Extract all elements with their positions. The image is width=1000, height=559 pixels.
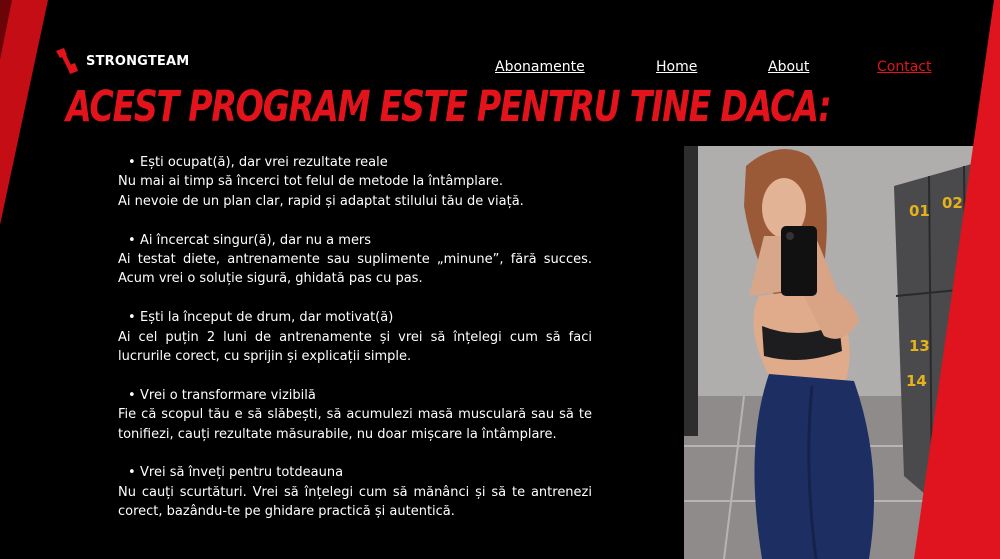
nav-link-contact[interactable]: Contact <box>877 59 932 75</box>
locker-number: 01 <box>909 202 930 220</box>
benefits-list <box>118 153 592 541</box>
nav-link-about[interactable]: About <box>768 59 810 75</box>
list-item <box>118 463 592 521</box>
item-description: Ai cel puțin 2 luni de antrenamente și vrei să înțelegi cum să faci lucrurile corect, cu sprijin și explicații simple. <box>118 329 592 365</box>
item-title: • Ești la început de drum, dar motivat(ă) <box>118 308 592 327</box>
item-title: • Ai încercat singur(ă), dar nu a mers <box>118 231 592 250</box>
dumbbell-logo-icon <box>56 48 78 74</box>
list-item <box>118 231 592 289</box>
right-red-stripe <box>880 0 1000 559</box>
locker-number: 14 <box>906 372 927 390</box>
list-item <box>118 308 592 366</box>
page-headline: ACEST PROGRAM ESTE PENTRU TINE DACA: <box>66 82 831 132</box>
left-red-stripe <box>0 0 60 559</box>
locker-number: 13 <box>909 337 930 355</box>
item-title: • Vrei să înveți pentru totdeauna <box>118 463 592 482</box>
list-item <box>118 386 592 444</box>
nav-link-abonamente[interactable]: Abonamente <box>495 59 585 75</box>
item-title: • Vrei o transformare vizibilă <box>118 386 592 405</box>
item-description: Ai testat diete, antrenamente sau suplimente „minune”, fără succes. Acum vrei o soluție sigură, ghidată pas cu pas. <box>118 252 592 287</box>
item-description: Fie că scopul tău e să slăbești, să acumulezi masă musculară sau să te tonifiezi, cauți rezultate măsurabile, nu doar mișcare la întâmplare. <box>118 407 592 442</box>
locker-number: 02 <box>942 194 963 212</box>
item-description: Nu mai ai timp să încerci tot felul de metode la întâmplare. Ai nevoie de un plan clar, rapid și adaptat stilului tău de viață. <box>118 174 524 209</box>
item-title: • Ești ocupat(ă), dar vrei rezultate reale <box>118 153 592 172</box>
nav-link-home[interactable]: Home <box>656 59 698 75</box>
brand-logo[interactable] <box>56 48 189 74</box>
list-item <box>118 153 592 211</box>
item-description: Nu cauți scurtături. Vrei să înțelegi cum să mănânci și să te antrenezi corect, bazându-te pe ghidare practică și autentică. <box>118 484 592 520</box>
brand-name: STRONGTEAM <box>86 53 190 69</box>
